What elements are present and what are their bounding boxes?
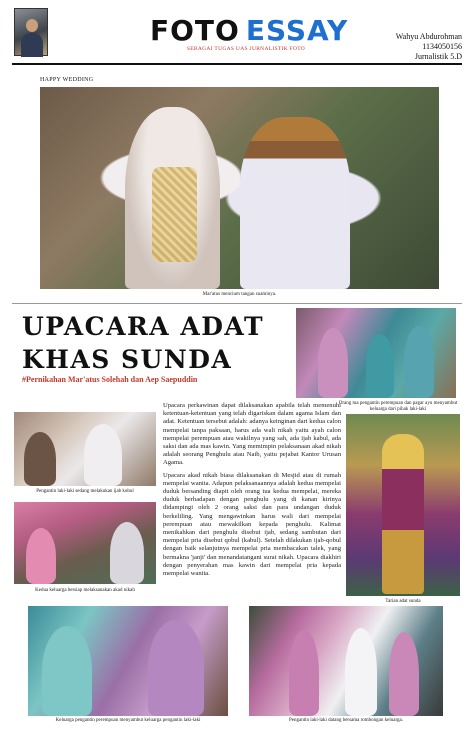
- title-word-foto: FOTO: [150, 14, 240, 47]
- caption-family-welcome: Orang tua pengantin perempuan dan pagar ayu menyambut keluarga dari pihak laki-laki: [338, 401, 458, 412]
- article-hashtag: #Pernikahan Mar'atus Solehah dan Aep Saepuddin: [22, 375, 198, 384]
- caption-bride-family-greeting: Keluarga pengantin perempuan menyambut keluarga pengantin laki-laki: [55, 718, 201, 723]
- article-paragraph-2: Upacara akad nikah biasa dilaksanakan di Mesjid atau di rumah mempelai wanita. Adapun pelaksanaannya adalah kedua mempelai duduk bersanding diapit oleh orang tua kedua mempelai, mereka duduk berhadapan dengan penghulu yang di kanan kirinya didampingi oleh 2 orang saksi dan para undangan duduk berkeliling. Yang mengawinkan harus wali dari mempelai perempuan atau mewakilkan kepada penghulu. Kalimat menikahkan dari penghulu disebut ijab, sedang sambutan dari mempelai pria disebut qobul (kabul). Setelah dilakukan ijab-qobul dengan baik selanjutnya mempelai pria membacakan talek, yang bermakna 'janji' dan menandatangani surat nikah. Upacara diakhiri dengan penyerahan mas kawin dari mempelai pria kepada mempelai wanita.: [163, 471, 341, 578]
- hero-photo: [40, 87, 439, 289]
- photo-ijab-kobul: [14, 412, 156, 486]
- author-name: Wahyu Abdurohman: [395, 32, 462, 41]
- section-label: HAPPY WEDDING: [40, 77, 94, 83]
- photo-family-welcome: [296, 308, 456, 398]
- photo-bride-family-greeting: [28, 606, 228, 716]
- headline-line-2: KHAS SUNDA: [22, 345, 233, 374]
- author-class: Jurnalistik 5.D: [414, 52, 462, 61]
- header-divider: [12, 63, 462, 65]
- hero-caption: Mar'atus mencium tangan suaminya.: [202, 292, 277, 297]
- article-paragraph-1: Upacara perkawinan dapat dilaksanakan apabila telah memenuhi ketentuan-ketentuan yang telah digariskan dalam agama Islam dan adat. Ketentuan tersebut adalah: adanya keinginan dari kedua calon mempelai tanpa paksaan, harus ada wali nikah yaitu ayah calon mempelai perempuan atau wakilnya yang sah, ada ijab kabul, ada saksi dan ada mas kawin. Yang memimpin pelaksanaan akad nikah adalah seorang Penghulu atau Naib, yaitu pejabat Kantor Urusan Agama.: [163, 402, 341, 467]
- author-id: 1134050156: [422, 42, 462, 51]
- author-photo: [14, 8, 48, 56]
- caption-families-ready: Kedua keluarga bersiap melaksanakan akad nikah: [35, 588, 135, 593]
- photo-groom-arrival: [249, 606, 443, 716]
- article-body: [163, 402, 341, 582]
- bride-ornament: [152, 167, 197, 262]
- title-word-essay: ESSAY: [245, 14, 349, 47]
- caption-ijab-kobul: Pengantin laki-laki sedang melakukan ijab kobul: [36, 489, 134, 494]
- author-info: [352, 32, 462, 62]
- photo-families-ready: [14, 502, 156, 584]
- caption-sundanese-dance: Tarian adat sunda: [385, 599, 421, 604]
- page-subtitle: SEBAGAI TUGAS UAS JURNALISTIK FOTO: [186, 46, 306, 52]
- headline-line-1: UPACARA ADAT: [22, 312, 265, 341]
- page-title: [150, 14, 350, 48]
- groom-figure: [240, 117, 350, 289]
- section-divider: [12, 303, 462, 304]
- dancer-figure: [382, 434, 424, 594]
- photo-sundanese-dance: [346, 414, 460, 596]
- caption-groom-arrival: Pengantin laki-laki datang bersama rombongan keluarga.: [288, 718, 404, 723]
- article-headline: [22, 310, 292, 376]
